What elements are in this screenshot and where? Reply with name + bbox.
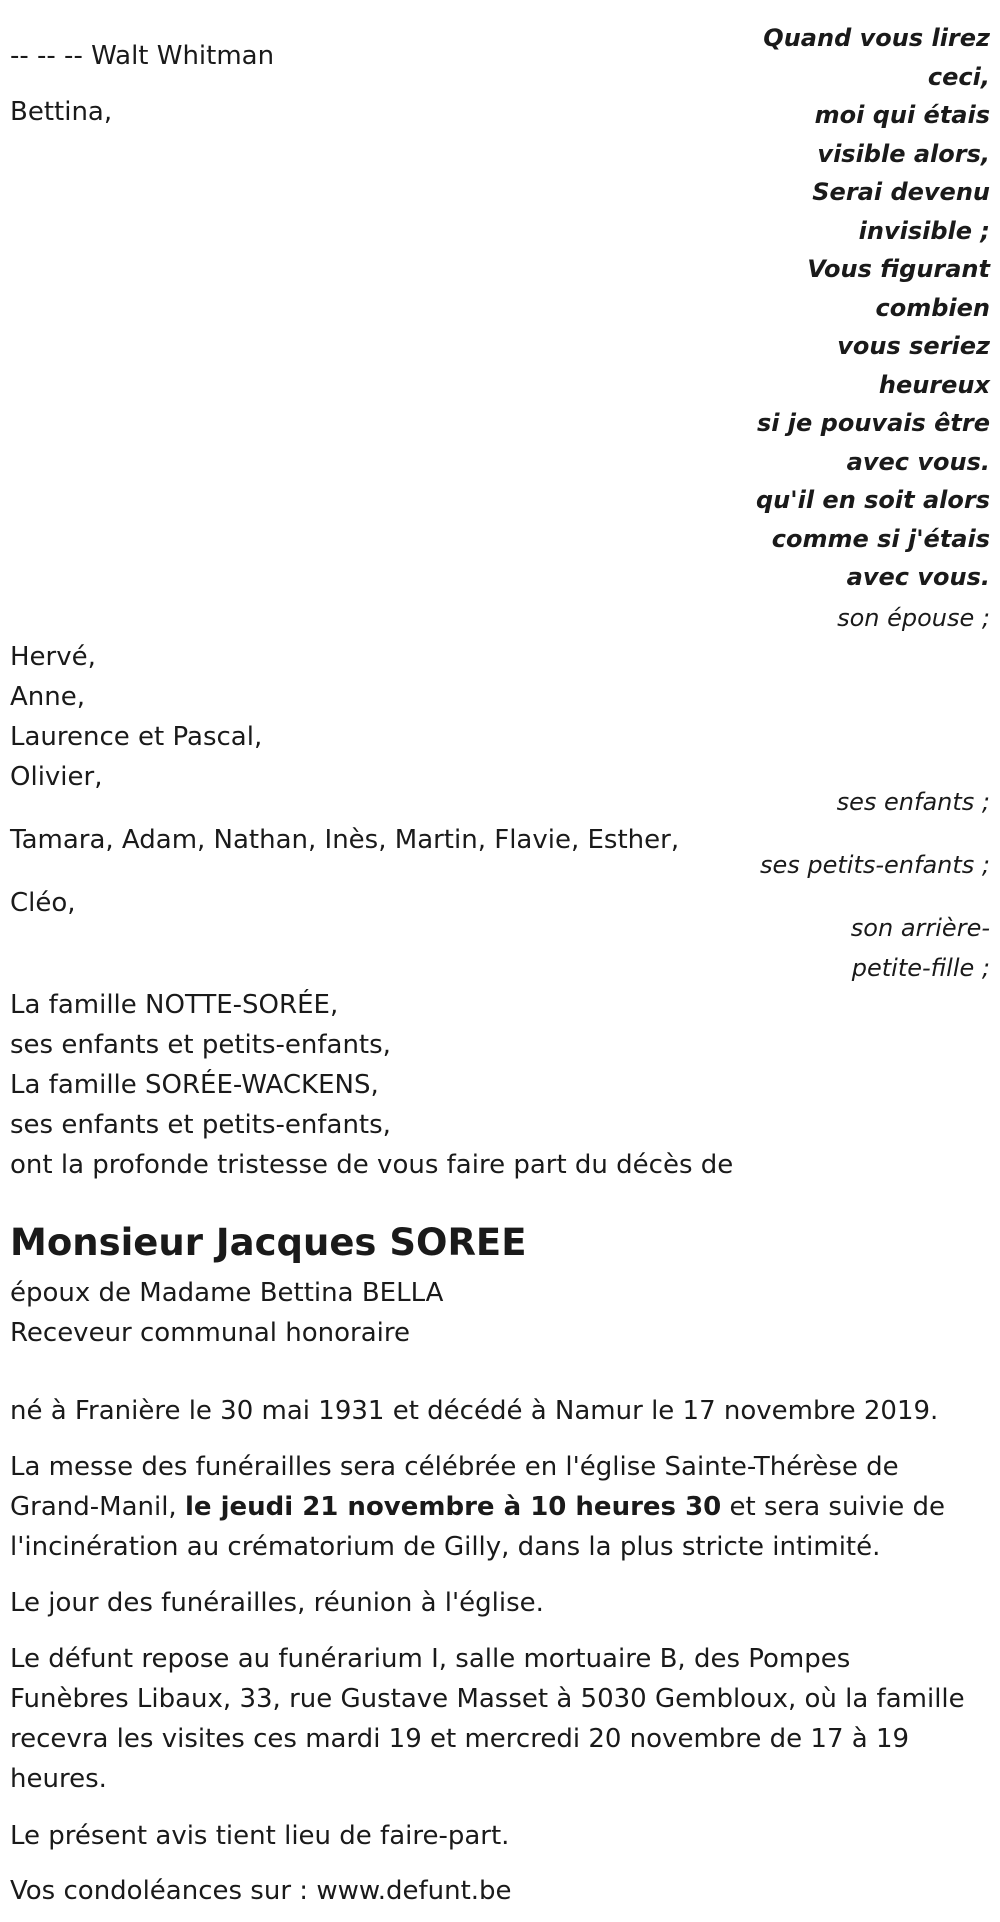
poem-line: vous seriez: [837, 332, 990, 360]
poem-line: moi qui étais: [814, 101, 990, 129]
children-names: [10, 637, 262, 797]
poem-line: si je pouvais être: [756, 409, 990, 437]
poem-line: visible alors,: [817, 139, 990, 168]
meeting-info: Le jour des funérailles, réunion à l'église.: [10, 1588, 544, 1618]
poem-line: Quand vous lirez: [763, 24, 990, 52]
role-line: son arrière-: [850, 914, 990, 942]
deceased-name: Monsieur Jacques SOREE: [10, 1221, 527, 1264]
funeral-info: [10, 1447, 970, 1567]
extended-family: [10, 985, 733, 1185]
condolences: [10, 1871, 970, 1911]
family-line: La famille SORÉE-WACKENS,: [10, 1070, 379, 1100]
poem: [756, 19, 990, 597]
children-role: ses enfants ;: [836, 788, 990, 816]
poem-line: avec vous.: [846, 447, 990, 476]
funeral-text-2: et sera suivie de l'incinération au crématorium de Gilly, dans la plus stricte intimité.: [10, 1492, 946, 1562]
grandchildren-role: ses petits-enfants ;: [759, 851, 990, 879]
child-name: Hervé,: [10, 642, 96, 672]
notice: Le présent avis tient lieu de faire-part.: [10, 1821, 510, 1851]
poem-line: combien: [875, 293, 990, 322]
child-name: Anne,: [10, 682, 86, 712]
role-line: petite-fille ;: [851, 954, 990, 982]
poem-line: ceci,: [927, 62, 990, 91]
poem-line: invisible ;: [858, 216, 990, 245]
profession: Receveur communal honoraire: [10, 1318, 410, 1348]
condolences-link[interactable]: www.defunt.be: [316, 1876, 512, 1906]
grandchildren-names: Tamara, Adam, Nathan, Inès, Martin, Flavie, Esther,: [10, 825, 680, 855]
poem-line: heureux: [878, 370, 990, 399]
funeral-text-1: La messe des funérailles sera célébrée en l'église Sainte-Thérèse de Grand-Manil,: [10, 1452, 899, 1522]
birth-death: né à Franière le 30 mai 1931 et décédé à Namur le 17 novembre 2019.: [10, 1396, 939, 1426]
child-name: Laurence et Pascal,: [10, 722, 263, 752]
spouse-name: Bettina,: [10, 97, 113, 127]
deceased-info: [10, 1273, 443, 1353]
rest-info: Le défunt repose au funérarium I, salle mortuaire B, des Pompes Funèbres Libaux, 33, rue Gustave Masset à 5030 Gembloux, où la famille recevra les visites ces mardi 19 et mercredi 20 novembre de 17 à 19 heures.: [10, 1644, 965, 1794]
family-line: ses enfants et petits-enfants,: [10, 1110, 391, 1140]
poem-line: avec vous.: [846, 563, 990, 591]
family-line: ses enfants et petits-enfants,: [10, 1030, 391, 1060]
quote-author: -- -- -- Walt Whitman: [10, 41, 275, 71]
spouse-role: son épouse ;: [837, 604, 990, 632]
poem-line: Serai devenu: [812, 178, 990, 206]
family-line: ont la profonde tristesse de vous faire part du décès de: [10, 1150, 734, 1180]
great-granddaughter-name: Cléo,: [10, 888, 76, 918]
poem-line: Vous figurant: [807, 255, 990, 283]
great-granddaughter-role: [851, 908, 990, 988]
poem-line: comme si j'étais: [771, 524, 990, 553]
funeral-date: le jeudi 21 novembre à 10 heures 30: [184, 1492, 722, 1522]
family-line: La famille NOTTE-SORÉE,: [10, 990, 339, 1020]
spouse-info: époux de Madame Bettina BELLA: [10, 1278, 444, 1308]
poem-line: qu'il en soit alors: [756, 486, 990, 514]
condolences-label: Vos condoléances sur :: [10, 1876, 317, 1906]
child-name: Olivier,: [10, 762, 103, 792]
